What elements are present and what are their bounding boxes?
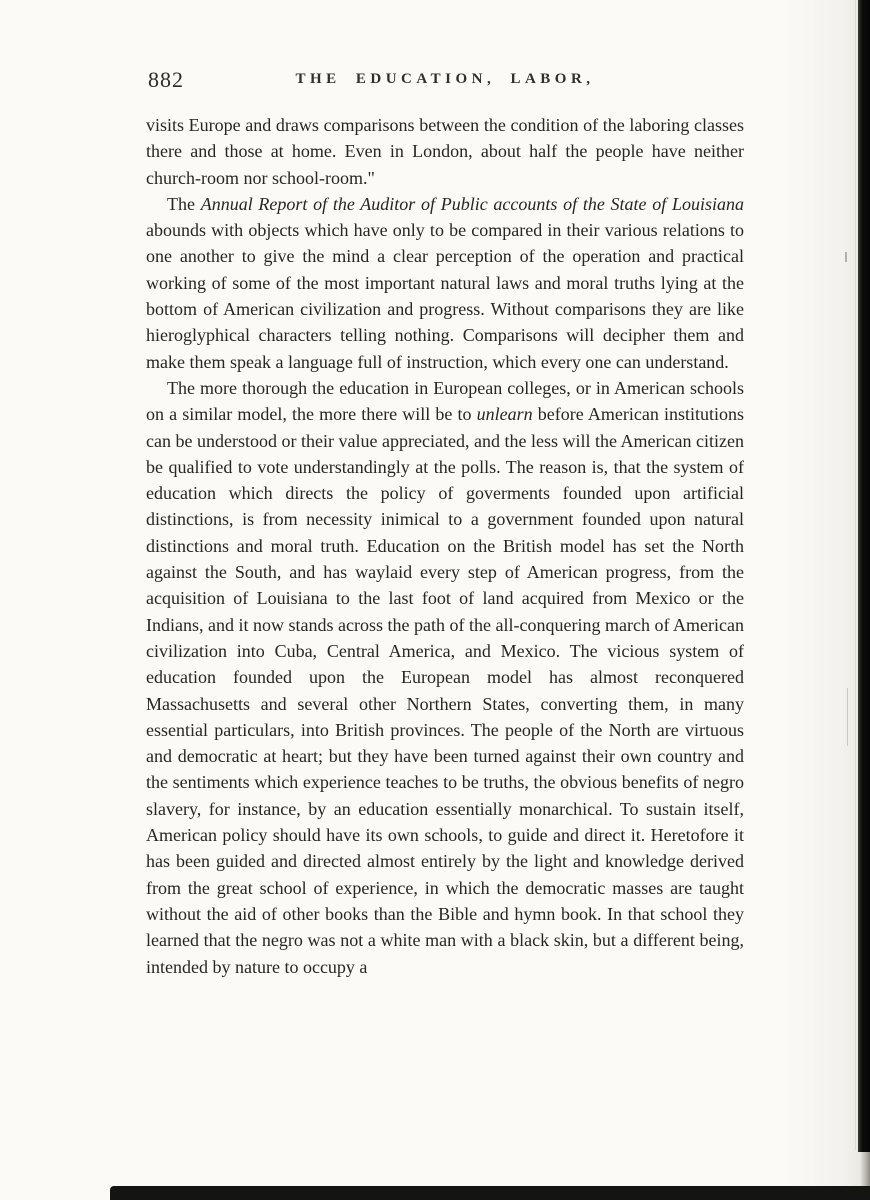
page-number: 882 bbox=[148, 67, 184, 92]
paragraph bbox=[146, 191, 744, 375]
scan-edge-artifact-bottom bbox=[110, 1186, 870, 1200]
page-header bbox=[146, 68, 744, 100]
text-segment: The bbox=[167, 193, 201, 214]
running-title: THE EDUCATION, LABOR, bbox=[295, 71, 595, 87]
page-body-text bbox=[146, 112, 744, 980]
scan-speck bbox=[847, 688, 848, 746]
scan-binding-shadow-right bbox=[858, 0, 870, 1152]
text-segment: visits Europe and draws comparisons between the condition of the laboring classes there and those at home. Even in London, about half the people have neither church-room nor school-room." bbox=[146, 115, 744, 188]
paragraph bbox=[146, 112, 744, 191]
italic-text-segment: Annual Report of the Auditor of Public accounts of the State of Louisiana bbox=[200, 193, 744, 214]
paragraph bbox=[146, 375, 744, 980]
scan-edge-faint-line bbox=[855, 0, 856, 1150]
text-segment: abounds with objects which have only to be compared in their various relations to one another to give the mind a clear perception of the operation and practical working of some of the most important natural laws and moral truths lying at the bottom of American civilization and progress. Without comparisons they are like hieroglyphical characters telling nothing. Comparisons will decipher them and make them speak a language full of instruction, which every one can understand. bbox=[146, 220, 744, 372]
text-segment: The more thorough the education in European colleges, or in American schools on a similar model, the more there will be to bbox=[146, 377, 744, 425]
text-segment: before American institutions can be understood or their value appreciated, and the less will the American citizen be qualified to vote understandingly at the polls. The reason is, that the system of education which directs the policy of goverments founded upon artificial distinctions, is from necessity inimical to a government founded upon natural distinctions and moral truth. Education on the British model has set the North against the South, and has waylaid every step of American progress, from the acquisition of Louisiana to the last foot of land acquired from Mexico or the Indians, and it now stands across the path of the all-conquering march of American civilization into Cuba, Central America, and Mexico. The vicious system of education founded upon the European model has almost reconquered Massachusetts and several other Northern States, converting them, in many essential particulars, into British provinces. The people of the North are virtuous and democratic at heart; but they have been turned against their own country and the sentiments which experience teaches to be truths, the obvious benefits of negro slavery, for instance, by an education essentially monarchical. To sustain itself, American policy should have its own schools, to guide and direct it. Heretofore it has been guided and directed almost entirely by the light and knowledge derived from the great school of experience, in which the democratic masses are taught without the aid of other books than the Bible and hymn book. In that school they learned that the negro was not a white man with a black skin, but a different being, intended by nature to occupy a bbox=[146, 404, 744, 977]
scan-speck bbox=[845, 252, 847, 262]
italic-text-segment: unlearn bbox=[476, 404, 533, 425]
